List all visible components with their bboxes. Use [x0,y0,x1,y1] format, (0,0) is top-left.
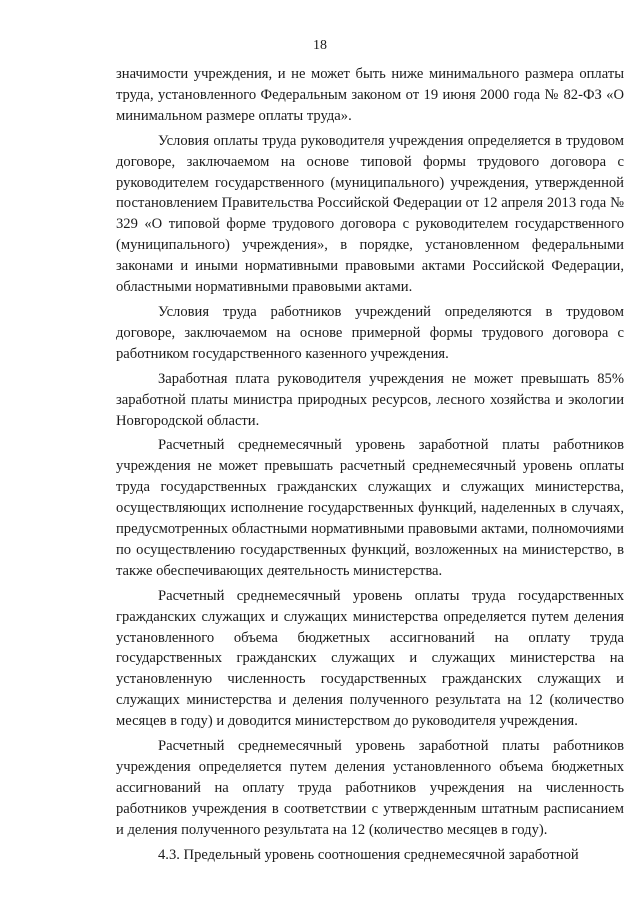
paragraph-employee-conditions: Условия труда работников учреждений определяются в трудовом договоре, заключаемом на основе примерной формы трудового договора с работником государственного казенного учреждения. [116,303,624,362]
page-number: 18 [313,38,327,53]
document-body [116,64,624,866]
paragraph-section-4-3: 4.3. Предельный уровень соотношения среднемесячной заработной [158,846,579,863]
paragraph-employee-level: Расчетный среднемесячный уровень заработной платы работников учреждения определяется путем деления установленного объема бюджетных ассигнований на оплату труда работников учреждения на численность работников учреждения в соответствии с утвержденным штатным расписанием и деления полученного результата на 12 (количество месяцев в году). [116,738,624,838]
paragraph-civil-servants-level: Расчетный среднемесячный уровень оплаты труда государственных гражданских служащих и служащих министерства определяется путем деления установленного объема бюджетных ассигнований на оплату труда государственных гражданских служащих и служащих министерства на установленную численность государственных гражданских служащих и служащих министерства и деления полученного результата на 12 (количество месяцев в году) и доводится министерством до руководителя учреждения. [116,587,624,730]
paragraph-head-pay-conditions: Условия оплаты труда руководителя учреждения определяется в трудовом договоре, заключаемом на основе типовой формы трудового договора с руководителем государственного (муниципального) учреждения, утвержденной постановлением Правительства Российской Федерации от 12 апреля 2013 года № 329 «О типовой форме трудового договора с руководителем государственного (муниципального) учреждения», в порядке, установленном федеральными законами и иными нормативными правовыми актами Российской Федерации, областными нормативными правовыми актами. [116,132,624,296]
paragraph-average-salary-limit: Расчетный среднемесячный уровень заработной платы работников учреждения не может превышать расчетный среднемесячный уровень оплаты труда государственных гражданских служащих и служащих министерства, осуществляющих исполнение государственных функций, наделенных в случаях, предусмотренных областными нормативными правовыми актами, полномочиями по осуществлению государственных функций, возложенных на министерство, в также обеспечивающих деятельность министерства. [116,437,624,579]
paragraph-head-salary-limit: Заработная плата руководителя учреждения не может превышать 85% заработной платы министра природных ресурсов, лесного хозяйства и экологии Новгородской области. [116,370,624,429]
paragraph-continuation: значимости учреждения, и не может быть ниже минимального размера оплаты труда, установленного Федеральным законом от 19 июня 2000 года № 82-ФЗ «О минимальном размере оплаты труда». [116,66,624,124]
